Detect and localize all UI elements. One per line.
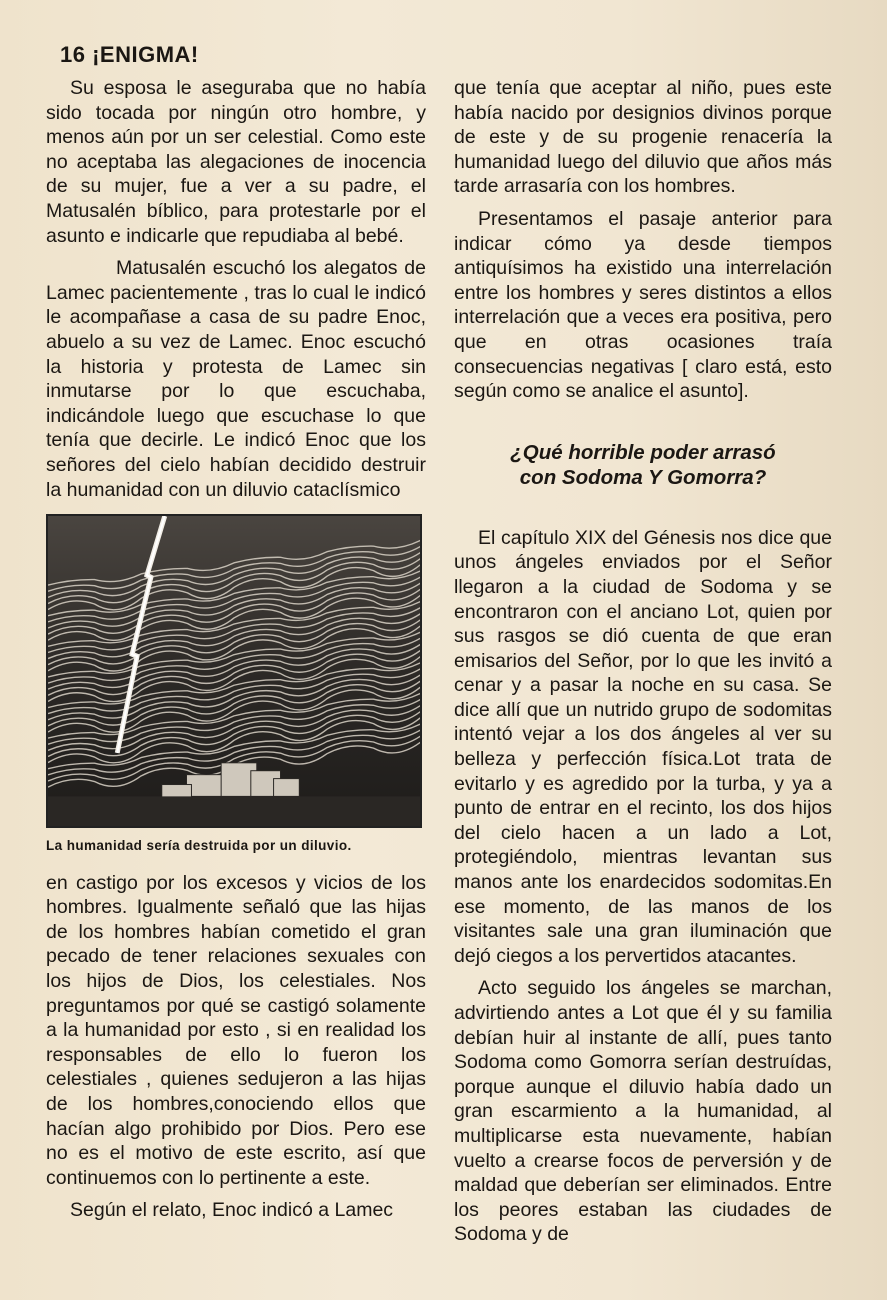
- section-subheading: con Sodoma Y Gomorra?: [519, 465, 767, 489]
- page-title: ¡ENIGMA!: [92, 42, 199, 67]
- flood-illustration: [46, 514, 422, 828]
- paragraph: El capítulo XIX del Génesis nos dice que unos ángeles enviados por el Señor llegaron a la ciudad de Sodoma y se encontraron con el anciano Lot, quien por sus rasgos se dió cuenta de que eran emisarios del Señor, por lo que les invitó a cenar y a pasar la noche en su casa. Se dice allí que un nutrido grupo de sodomitas intentó vejar a los dos ángeles al ver su belleza y perfección física.Lot trata de evitarlo y es agredido por la turba, y ya a punto de entrar en el recinto, los dos hijos del cielo hacen a un lado a Lot, protegiéndolo, mientras levantan sus manos ante los enardecidos sodomitas.En ese momento, de las manos de los visitantes sale una gran iluminación que dejó ciegos a los pervertidos atacantes.: [454, 526, 832, 967]
- left-column: [46, 76, 426, 1223]
- paragraph: Según el relato, Enoc indicó a Lamec: [70, 1199, 394, 1222]
- paragraph: en castigo por los excesos y vicios de los hombres. Igualmente señaló que las hijas de los hombres habían cometido el gran pecado de tener relaciones sexuales con los hijos de Dios, los celestiales. Nos preguntamos por qué se castigó solamente a la humanidad por esto , si en realidad los responsables de ello lo fueron los celestiales , quienes sedujeron a las hijas de los hombres,conociendo ellos que hacían algo prohibido por Dios. Pero ese no es el motivo de este escrito, así que continuemos con lo pertinente a este.: [46, 871, 426, 1189]
- paragraph: Matusalén escuchó los alegatos de Lamec pacientemente , tras lo cual le indicó le acompañase a casa de su padre Enoc, abuelo a su vez de Lamec. Enoc escuchó la historia y protesta de Lamec sin inmutarse por lo que escuchaba, indicándole luego que escuchase lo que tenía que decirle. Le indicó Enoc que los señores del cielo habían decidido destruir la humanidad con un diluvio cataclísmico: [46, 257, 426, 501]
- paragraph: Presentamos el pasaje anterior para indicar cómo ya desde tiempos antiquísimos ha existido una interrelación entre los hombres y seres distintos a ellos interrelación que a veces era positiva, pero que en otras ocasiones traía consecuencias negativas [ claro está, esto según como se analice el asunto].: [454, 207, 832, 403]
- flood-engraving: [48, 516, 420, 826]
- page-header: [60, 42, 199, 68]
- paragraph: que tenía que aceptar al niño, pues este había nacido por designios divinos porque de este y de su progenie renacería la humanidad luego del diluvio que años más tarde arrasaría con los hombres.: [454, 77, 832, 198]
- paragraph: Acto seguido los ángeles se marchan, advirtiendo antes a Lot que él y su familia debían huir al instante de allí, pues tanto Sodoma como Gomorra serían destruídas, porque aunque el diluvio había dado un gran escarmiento a la humanidad, al multiplicarse esta nuevamente, habían vuelto a crearse focos de perversión y de maldad que deberían ser eliminados. Entre los peores estaban las ciudades de Sodoma y de: [454, 977, 832, 1246]
- right-column: [454, 76, 832, 1247]
- figure-caption: La humanidad sería destruida por un diluvio.: [46, 838, 352, 854]
- page-number: 16: [60, 42, 86, 67]
- paragraph: Su esposa le aseguraba que no había sido tocada por ningún otro hombre, y menos aún por un ser celestial. Como este no aceptaba las alegaciones de inocencia de su mujer, fue a ver a su padre, el Matusalén bíblico, para protestarle por el asunto e indicarle que repudiaba al bebé.: [46, 77, 426, 247]
- section-subheading: ¿Qué horrible poder arrasó: [510, 440, 776, 464]
